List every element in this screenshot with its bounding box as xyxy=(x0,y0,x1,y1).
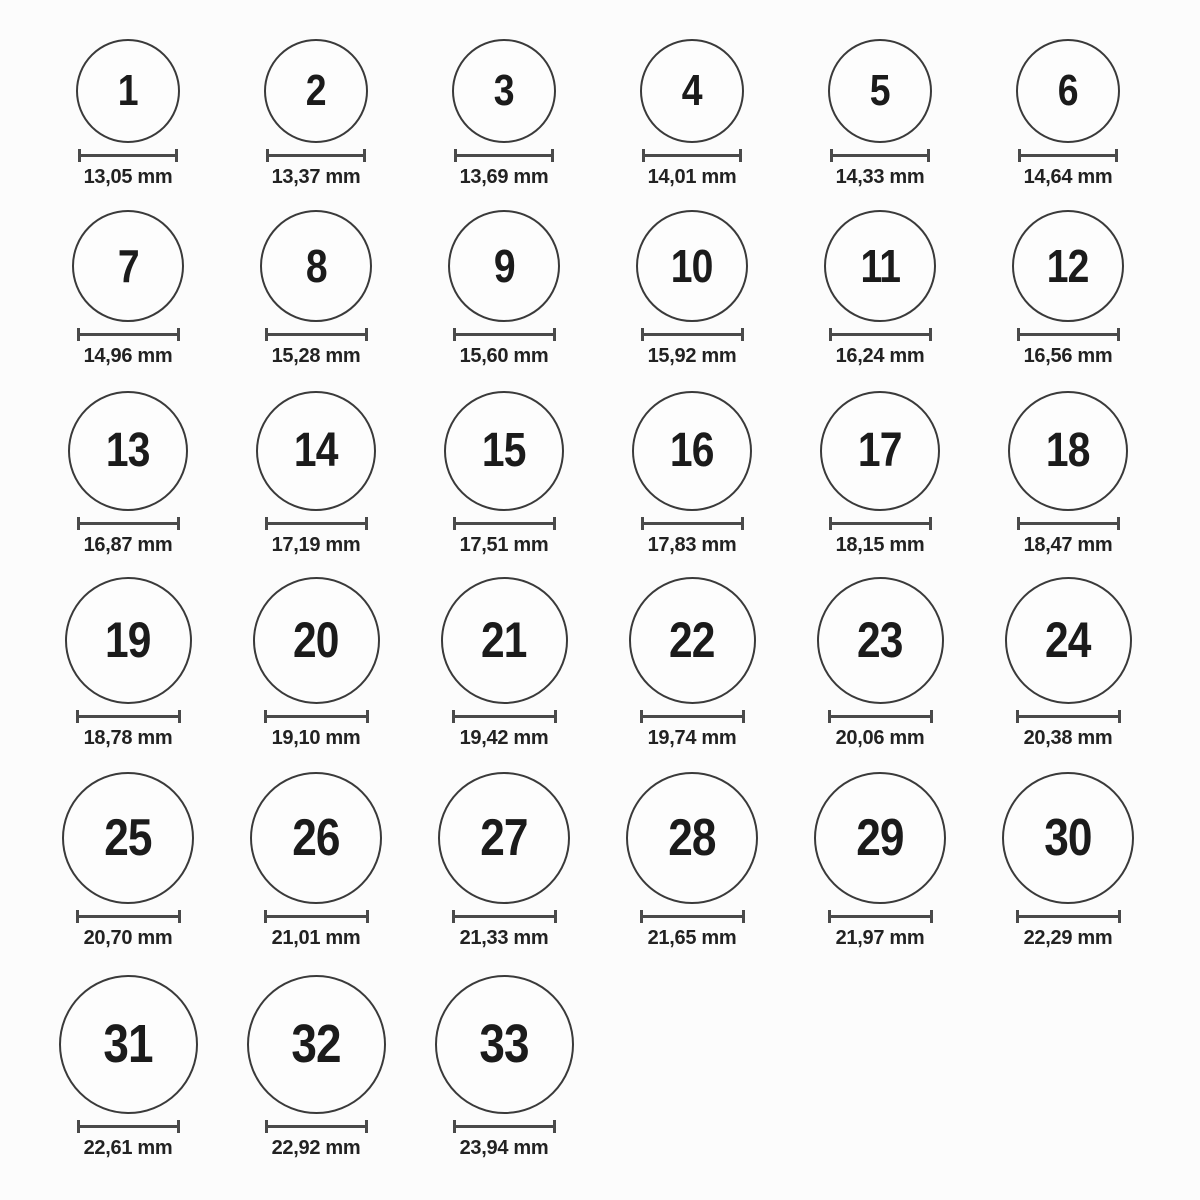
ruler-bar xyxy=(831,915,930,918)
ring-size-item xyxy=(410,391,598,555)
ruler-bar xyxy=(268,1125,365,1128)
diameter-label: 20,06 mm xyxy=(835,726,925,749)
ring-size-item xyxy=(410,210,598,366)
ruler-bar xyxy=(1019,915,1118,918)
diameter-ruler xyxy=(828,710,933,723)
ruler-bar xyxy=(80,333,177,336)
size-circle xyxy=(448,210,560,322)
diameter-label: 14,64 mm xyxy=(1023,166,1113,188)
diameter-ruler xyxy=(829,517,932,530)
ruler-bar xyxy=(80,1125,177,1128)
ring-size-item xyxy=(786,39,974,187)
size-circle xyxy=(250,772,382,904)
ring-size-item xyxy=(598,577,786,748)
ring-size-item xyxy=(222,772,410,948)
diameter-ruler xyxy=(642,149,742,162)
ring-size-item xyxy=(222,577,410,748)
ruler-bar xyxy=(643,915,742,918)
ring-size-item xyxy=(598,772,786,948)
diameter-label: 19,74 mm xyxy=(647,726,737,749)
size-circle xyxy=(260,210,372,322)
ruler-bar xyxy=(1021,154,1115,157)
diameter-label: 20,70 mm xyxy=(83,927,173,949)
diameter-label: 14,33 mm xyxy=(835,166,925,188)
diameter-label: 16,24 mm xyxy=(835,345,925,367)
ring-size-item xyxy=(598,39,786,187)
diameter-label: 22,92 mm xyxy=(271,1136,361,1159)
size-number: 7 xyxy=(117,240,139,292)
size-number: 11 xyxy=(860,240,900,292)
ruler-bar xyxy=(269,154,363,157)
size-number: 1 xyxy=(118,66,138,115)
size-number: 9 xyxy=(493,240,515,292)
ring-size-item xyxy=(974,577,1162,748)
size-number: 14 xyxy=(294,424,338,477)
diameter-label: 23,94 mm xyxy=(459,1136,549,1159)
diameter-ruler xyxy=(828,910,933,923)
size-number: 29 xyxy=(856,809,904,867)
ruler-bar xyxy=(81,154,175,157)
diameter-ruler xyxy=(1018,149,1118,162)
size-circle xyxy=(632,391,752,511)
ruler-bar xyxy=(831,715,930,718)
diameter-ruler xyxy=(454,149,554,162)
size-number: 3 xyxy=(494,66,514,115)
size-circle xyxy=(814,772,946,904)
size-circle xyxy=(626,772,758,904)
size-circle xyxy=(76,39,180,143)
diameter-label: 13,37 mm xyxy=(271,166,361,188)
ring-size-item xyxy=(786,577,974,748)
diameter-ruler xyxy=(830,149,930,162)
size-circle xyxy=(72,210,184,322)
ruler-bar xyxy=(645,154,739,157)
ruler-bar xyxy=(832,333,929,336)
size-circle xyxy=(438,772,570,904)
diameter-ruler xyxy=(1017,517,1120,530)
size-circle xyxy=(444,391,564,511)
size-circle xyxy=(247,975,386,1114)
ruler-bar xyxy=(1019,715,1118,718)
diameter-ruler xyxy=(641,328,744,341)
size-number: 13 xyxy=(106,424,150,477)
ruler-bar xyxy=(79,715,178,718)
diameter-ruler xyxy=(76,710,181,723)
ring-size-item xyxy=(34,391,222,555)
diameter-label: 17,19 mm xyxy=(271,534,361,556)
size-number: 19 xyxy=(105,612,151,668)
size-number: 30 xyxy=(1044,809,1092,867)
size-number: 12 xyxy=(1047,240,1089,292)
ring-size-item xyxy=(222,975,410,1158)
diameter-label: 14,01 mm xyxy=(647,166,737,188)
diameter-label: 15,28 mm xyxy=(271,345,361,367)
diameter-label: 18,78 mm xyxy=(83,726,173,749)
size-number: 27 xyxy=(480,809,528,867)
size-circle xyxy=(1002,772,1134,904)
diameter-ruler xyxy=(641,517,744,530)
ruler-bar xyxy=(832,522,929,525)
ring-size-item xyxy=(34,772,222,948)
ruler-bar xyxy=(456,522,553,525)
diameter-label: 15,92 mm xyxy=(647,345,737,367)
ring-size-item xyxy=(222,391,410,555)
size-number: 15 xyxy=(482,424,526,477)
ring-size-item xyxy=(974,39,1162,187)
diameter-label: 18,15 mm xyxy=(835,534,925,556)
ring-size-item xyxy=(222,210,410,366)
diameter-ruler xyxy=(1016,910,1121,923)
size-number: 21 xyxy=(481,612,527,668)
size-circle xyxy=(68,391,188,511)
size-number: 31 xyxy=(103,1014,153,1074)
size-number: 33 xyxy=(479,1014,529,1074)
diameter-label: 21,65 mm xyxy=(647,927,737,949)
diameter-ruler xyxy=(264,910,369,923)
ring-size-item xyxy=(974,772,1162,948)
diameter-ruler xyxy=(640,910,745,923)
size-number: 5 xyxy=(870,66,890,115)
size-circle xyxy=(820,391,940,511)
diameter-label: 16,87 mm xyxy=(83,534,173,556)
diameter-ruler xyxy=(265,517,368,530)
size-circle xyxy=(264,39,368,143)
diameter-ruler xyxy=(452,710,557,723)
size-circle xyxy=(441,577,568,704)
diameter-label: 15,60 mm xyxy=(459,345,549,367)
ruler-bar xyxy=(833,154,927,157)
diameter-ruler xyxy=(452,910,557,923)
ring-size-item xyxy=(786,391,974,555)
diameter-ruler xyxy=(640,710,745,723)
size-circle xyxy=(62,772,194,904)
size-circle xyxy=(452,39,556,143)
ruler-bar xyxy=(1020,333,1117,336)
diameter-label: 21,97 mm xyxy=(835,927,925,949)
ruler-bar xyxy=(455,915,554,918)
ring-size-item xyxy=(34,210,222,366)
size-number: 26 xyxy=(292,809,340,867)
diameter-label: 22,29 mm xyxy=(1023,927,1113,949)
diameter-ruler xyxy=(77,1120,180,1133)
diameter-label: 22,61 mm xyxy=(83,1136,173,1159)
ring-size-item xyxy=(974,210,1162,366)
ruler-bar xyxy=(644,333,741,336)
size-number: 18 xyxy=(1046,424,1090,477)
size-number: 8 xyxy=(305,240,327,292)
size-number: 32 xyxy=(291,1014,341,1074)
size-circle xyxy=(256,391,376,511)
size-circle xyxy=(636,210,748,322)
diameter-ruler xyxy=(1016,710,1121,723)
size-number: 10 xyxy=(671,240,713,292)
diameter-label: 14,96 mm xyxy=(83,345,173,367)
diameter-label: 21,33 mm xyxy=(459,927,549,949)
size-circle xyxy=(59,975,198,1114)
ruler-bar xyxy=(267,915,366,918)
size-circle xyxy=(253,577,380,704)
diameter-ruler xyxy=(77,328,180,341)
size-circle xyxy=(629,577,756,704)
ring-size-item xyxy=(410,975,598,1158)
size-number: 2 xyxy=(306,66,326,115)
size-circle xyxy=(1008,391,1128,511)
ruler-bar xyxy=(1020,522,1117,525)
size-number: 16 xyxy=(670,424,714,477)
ruler-bar xyxy=(80,522,177,525)
ruler-bar xyxy=(455,715,554,718)
ring-size-item xyxy=(786,210,974,366)
diameter-ruler xyxy=(266,149,366,162)
ring-size-item xyxy=(598,210,786,366)
ruler-bar xyxy=(644,522,741,525)
ring-size-item xyxy=(598,391,786,555)
diameter-ruler xyxy=(78,149,178,162)
size-number: 24 xyxy=(1045,612,1091,668)
size-number: 23 xyxy=(857,612,903,668)
diameter-label: 13,05 mm xyxy=(83,166,173,188)
diameter-ruler xyxy=(829,328,932,341)
diameter-ruler xyxy=(1017,328,1120,341)
diameter-ruler xyxy=(264,710,369,723)
size-circle xyxy=(817,577,944,704)
size-circle xyxy=(435,975,574,1114)
size-circle xyxy=(1016,39,1120,143)
diameter-label: 17,83 mm xyxy=(647,534,737,556)
ring-size-item xyxy=(786,772,974,948)
diameter-ruler xyxy=(265,328,368,341)
size-circle xyxy=(640,39,744,143)
diameter-label: 20,38 mm xyxy=(1023,726,1113,749)
diameter-ruler xyxy=(76,910,181,923)
size-number: 28 xyxy=(668,809,716,867)
ring-size-item xyxy=(410,577,598,748)
size-circle xyxy=(1005,577,1132,704)
diameter-label: 16,56 mm xyxy=(1023,345,1113,367)
ruler-bar xyxy=(268,333,365,336)
size-circle xyxy=(1012,210,1124,322)
ruler-bar xyxy=(643,715,742,718)
ruler-bar xyxy=(456,1125,553,1128)
size-circle xyxy=(828,39,932,143)
size-number: 20 xyxy=(293,612,339,668)
diameter-label: 21,01 mm xyxy=(271,927,361,949)
ruler-bar xyxy=(456,333,553,336)
ring-size-item xyxy=(34,577,222,748)
diameter-label: 18,47 mm xyxy=(1023,534,1113,556)
diameter-label: 17,51 mm xyxy=(459,534,549,556)
diameter-ruler xyxy=(453,1120,556,1133)
size-number: 22 xyxy=(669,612,715,668)
ruler-bar xyxy=(268,522,365,525)
ring-size-item xyxy=(410,772,598,948)
ruler-bar xyxy=(457,154,551,157)
diameter-label: 19,42 mm xyxy=(459,726,549,749)
diameter-ruler xyxy=(453,328,556,341)
size-circle xyxy=(824,210,936,322)
diameter-ruler xyxy=(265,1120,368,1133)
ring-size-item xyxy=(222,39,410,187)
ring-size-item xyxy=(34,975,222,1158)
size-number: 17 xyxy=(858,424,902,477)
ruler-bar xyxy=(267,715,366,718)
diameter-ruler xyxy=(77,517,180,530)
ring-size-item xyxy=(34,39,222,187)
diameter-ruler xyxy=(453,517,556,530)
ring-size-item xyxy=(974,391,1162,555)
size-number: 4 xyxy=(682,66,702,115)
size-circle xyxy=(65,577,192,704)
size-number: 25 xyxy=(104,809,152,867)
diameter-label: 19,10 mm xyxy=(271,726,361,749)
ring-size-item xyxy=(410,39,598,187)
diameter-label: 13,69 mm xyxy=(459,166,549,188)
size-number: 6 xyxy=(1058,66,1078,115)
ruler-bar xyxy=(79,915,178,918)
